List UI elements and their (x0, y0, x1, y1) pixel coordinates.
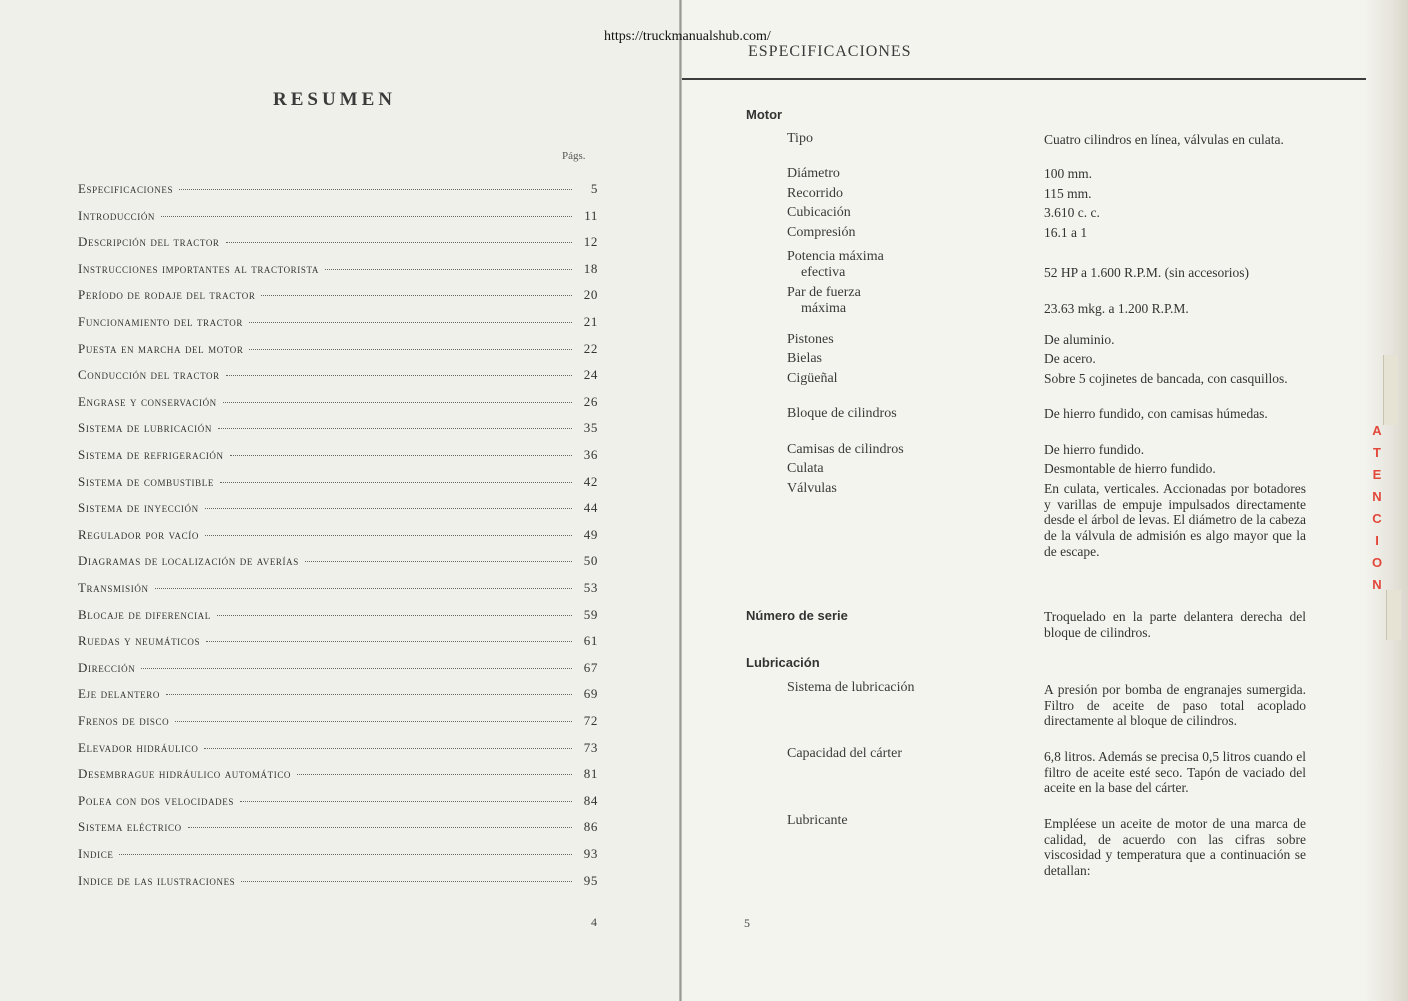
spec-value: 3.610 c. c. (1044, 205, 1100, 220)
toc-entry-label: Período de rodaje del tractor (78, 287, 256, 303)
spec-value: Desmontable de hierro fundido. (1044, 461, 1216, 476)
spec-label (787, 205, 1027, 221)
toc-entry-label: Transmisión (78, 580, 149, 595)
toc-row (78, 341, 598, 359)
toc-entry-page: 53 (583, 580, 598, 595)
toc-entry-page: 42 (583, 473, 598, 489)
toc-entry-label: Frenos de disco (78, 713, 170, 728)
spec-value: De acero. (1044, 351, 1096, 366)
spec-label-text-cont: máxima (801, 301, 847, 316)
toc-row (78, 208, 598, 226)
toc-entry-page: 49 (583, 526, 598, 542)
leader-dots (220, 482, 572, 483)
toc-row (78, 527, 598, 545)
toc-entry-page: 20 (583, 287, 598, 303)
toc-row (78, 686, 598, 704)
spec-value: 16.1 a 1 (1044, 225, 1088, 240)
spec-label-text: Recorrido (787, 186, 843, 201)
spec-label-text: Camisas de cilindros (787, 442, 904, 457)
side-tab-label (1370, 420, 1384, 596)
leader-dots (249, 349, 572, 350)
leader-dots (325, 269, 572, 270)
spec-label-text: Cigüeñal (787, 371, 838, 386)
toc-entry-page: 21 (583, 314, 598, 329)
toc-entry-page: 81 (583, 766, 598, 782)
leader-dots (155, 588, 572, 589)
toc-row (78, 873, 598, 891)
toc-entry-label: Polea con dos velocidades (78, 792, 234, 808)
leader-dots (179, 189, 572, 190)
spec-value: En culata, verticales. Accionadas por botadores y varillas de empuje impulsados directamente desde el árbol de levas. El diámetro de la cabeza de la válvula de admisión es algo mayor que la de escape. (1044, 481, 1306, 559)
serial-value: Troquelado en la parte delantera derecha del bloque de cilindros. (1044, 609, 1306, 640)
spec-value: 115 mm. (1044, 186, 1092, 201)
spec-label (787, 225, 1027, 241)
spec-label (787, 186, 1027, 202)
toc-entry-label: Conducción del tractor (78, 367, 220, 383)
spec-label-text: Bielas (787, 351, 822, 366)
toc-entry-label: Introducción (78, 207, 156, 223)
toc-row (78, 314, 598, 332)
spec-label (787, 131, 1027, 147)
toc-row (78, 287, 598, 305)
toc-entry-label: Dirección (78, 659, 136, 675)
toc-entry-label: Desembrague hidráulico automático (78, 766, 292, 782)
left-page-number: 4 (591, 915, 597, 929)
toc-entry-page: 24 (583, 367, 598, 383)
side-tab-letter: N (1372, 489, 1382, 504)
toc-row (78, 447, 598, 465)
toc-row (78, 580, 598, 598)
toc-row (78, 474, 598, 492)
toc-entry-page: 50 (583, 553, 598, 569)
toc-entry-label: Engrase y conservación (78, 393, 217, 409)
toc-entry-page: 93 (583, 846, 598, 861)
spec-value: De aluminio. (1044, 332, 1115, 347)
toc-entry-page: 22 (583, 340, 598, 356)
side-tab-letter: C (1372, 511, 1382, 526)
toc-row (78, 793, 598, 811)
spec-value: 52 HP a 1.600 R.P.M. (sin accesorios) (1044, 265, 1249, 280)
right-page-number: 5 (744, 916, 750, 930)
toc-row (78, 420, 598, 438)
toc-entry-label: Sistema de refrigeración (78, 447, 224, 462)
leader-dots (261, 295, 572, 296)
toc-row (78, 713, 598, 731)
side-tab-letter: I (1375, 533, 1379, 548)
toc-entry-page: 18 (583, 260, 598, 276)
toc-entry-label: Funcionamiento del tractor (78, 314, 243, 329)
leader-dots (188, 827, 572, 828)
toc-row (78, 819, 598, 837)
leader-dots (226, 242, 572, 243)
leader-dots (205, 508, 572, 509)
toc-entry-page: 11 (584, 207, 598, 223)
leader-dots (175, 721, 572, 722)
toc-entry-page: 84 (583, 792, 598, 808)
side-tab-letter: A (1372, 423, 1382, 438)
toc-entry-label: Indice de las ilustraciones (78, 872, 236, 888)
section-heading-lubrication: Lubricación (746, 655, 820, 670)
toc-entry-label: Sistema de combustible (78, 473, 214, 489)
leader-dots (218, 428, 572, 429)
spec-label-text: Válvulas (787, 481, 837, 496)
spec-label-text: Tipo (787, 131, 813, 146)
toc-row (78, 633, 598, 651)
spec-label (787, 332, 1027, 348)
toc-entry-page: 5 (590, 181, 598, 196)
toc-entry-page: 72 (583, 713, 598, 728)
toc-entry-page: 35 (583, 420, 598, 436)
toc-row (78, 261, 598, 279)
edge-tab (1386, 590, 1401, 640)
toc-entry-label: Elevador hidráulico (78, 739, 199, 755)
spec-label: Capacidad del cárter (787, 746, 903, 761)
toc-row (78, 500, 598, 518)
toc-entry-label: Sistema de inyección (78, 500, 199, 516)
toc-row (78, 553, 598, 571)
toc-entry-label: Sistema de lubricación (78, 420, 212, 436)
toc-entry-page: 61 (583, 633, 598, 649)
spec-label-text: Potencia máxima (787, 249, 884, 264)
toc-entry-label: Diagramas de localización de averías (78, 553, 299, 569)
spec-label-text: Diámetro (787, 166, 840, 181)
spec-value: 23.63 mkg. a 1.200 R.P.M. (1044, 301, 1189, 316)
leader-dots (241, 881, 572, 882)
toc-entry-page: 67 (583, 659, 598, 675)
spec-label (787, 285, 1027, 317)
spec-label-text: Compresión (787, 225, 856, 240)
toc-entry-page: 26 (583, 393, 598, 409)
watermark-url: https://truckmanualshub.com/ (604, 29, 771, 44)
leader-dots (230, 455, 572, 456)
toc-entry-page: 44 (583, 500, 598, 516)
section-heading-motor: Motor (746, 107, 783, 122)
leader-dots (141, 668, 572, 669)
side-tab-letter: O (1371, 555, 1383, 570)
leader-dots (161, 216, 572, 217)
toc-entry-page: 12 (583, 234, 598, 250)
toc-entry-label: Regulador por vacío (78, 526, 199, 542)
spec-label-text: Par de fuerza (787, 285, 861, 300)
side-tab-letter: E (1372, 467, 1382, 482)
toc-entry-label: Sistema eléctrico (78, 819, 182, 835)
toc-row (78, 660, 598, 678)
leader-dots (223, 402, 572, 403)
spec-value: Empléese un aceite de motor de una marca de calidad, de acuerdo con las cifras sobre viscosidad y temperatura que a continuación se detallan: (1044, 816, 1306, 879)
spec-label-text: Pistones (787, 332, 834, 347)
spec-value: 100 mm. (1044, 166, 1093, 181)
toc-entry-label: Especificaciones (78, 181, 174, 196)
toc-entry-page: 69 (583, 686, 598, 702)
toc-entry-label: Ruedas y neumáticos (78, 633, 201, 649)
toc-entry-page: 73 (583, 739, 598, 755)
spec-label (787, 371, 1027, 387)
spec-label-text-cont: efectiva (801, 265, 846, 280)
leader-dots (297, 774, 572, 775)
leader-dots (217, 615, 572, 616)
toc-row (78, 607, 598, 625)
edge-tab (1383, 355, 1398, 425)
toc-row (78, 846, 598, 864)
toc-row (78, 394, 598, 412)
spec-label (787, 442, 1027, 458)
leader-dots (166, 694, 572, 695)
page-title: ESPECIFICACIONES (748, 43, 912, 60)
toc-entry-page: 86 (583, 819, 598, 835)
spec-label-text: Cubicación (787, 205, 851, 220)
section-heading-serial: Número de serie (746, 608, 848, 623)
toc-row (78, 181, 598, 199)
spec-label-text: Bloque de cilindros (787, 406, 897, 421)
toc-row (78, 740, 598, 758)
toc-entry-label: Blocaje de diferencial (78, 606, 211, 622)
spec-label (787, 249, 1027, 281)
toc-title: RESUMEN (273, 89, 397, 110)
leader-dots (119, 854, 572, 855)
side-tab-letter: T (1373, 445, 1381, 460)
toc-row (78, 367, 598, 385)
header-divider (682, 78, 1366, 80)
pages-column-header: Págs. (562, 150, 586, 162)
toc-entry-label: Descripción del tractor (78, 234, 220, 250)
spec-value: Sobre 5 cojinetes de bancada, con casquillos. (1044, 371, 1288, 386)
side-tab-letter: N (1372, 577, 1382, 592)
leader-dots (240, 801, 572, 802)
spec-label (787, 351, 1027, 367)
spec-label: Lubricante (787, 813, 848, 828)
toc-entry-label: Instrucciones importantes al tractorista (78, 260, 319, 276)
leader-dots (305, 561, 572, 562)
toc-entry-label: Indice (78, 846, 114, 861)
leader-dots (206, 641, 572, 642)
toc-row (78, 766, 598, 784)
toc-entry-page: 36 (583, 447, 598, 462)
toc-entry-page: 95 (583, 872, 598, 888)
leader-dots (205, 535, 572, 536)
spec-label-text: Culata (787, 461, 824, 476)
spec-label (787, 461, 1027, 477)
spec-value: De hierro fundido, con camisas húmedas. (1044, 406, 1268, 421)
toc-entry-page: 59 (583, 606, 598, 622)
leader-dots (249, 322, 572, 323)
toc-row (78, 234, 598, 252)
toc-entry-label: Puesta en marcha del motor (78, 340, 244, 356)
leader-dots (204, 748, 572, 749)
spec-label (787, 406, 1027, 422)
book-spine (679, 0, 682, 1001)
spec-label (787, 166, 1027, 182)
spec-value: A presión por bomba de engranajes sumergida. Filtro de aceite de paso total acoplado directamente al bloque de cilindros. (1044, 682, 1306, 729)
spec-label: Sistema de lubricación (787, 680, 915, 695)
spec-value: De hierro fundido. (1044, 442, 1145, 457)
spec-label (787, 481, 1027, 497)
leader-dots (226, 375, 572, 376)
toc-entry-label: Eje delantero (78, 686, 160, 702)
spec-value: Cuatro cilindros en línea, válvulas en culata. (1044, 132, 1284, 147)
spec-value: 6,8 litros. Además se precisa 0,5 litros cuando el filtro de aceite esté seco. Tapón de vaciado del aceite en la base del cárter. (1044, 749, 1306, 796)
